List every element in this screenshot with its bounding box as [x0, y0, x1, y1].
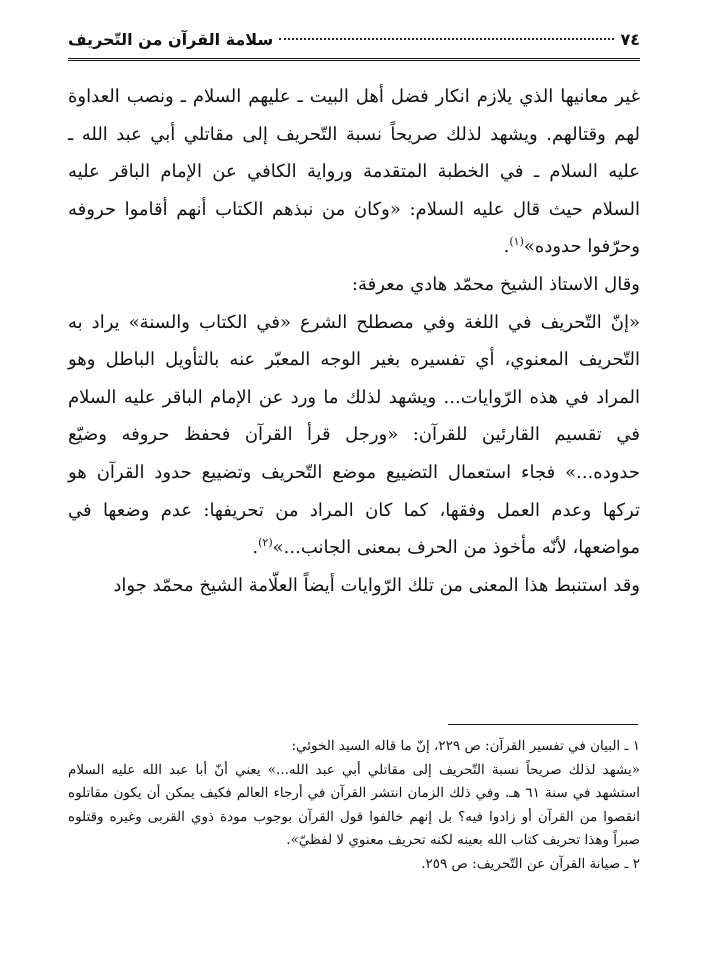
paragraph-1-end: . — [503, 236, 510, 258]
footnote-1-quote: «يشهد لذلك صريحاً نسبة التّحريف إلى مقاتلي أبي عبد الله...» يعني أنّ أبا عبد الله عليه السلام استشهد في سنة ٦١ هـ. وفي ذلك الزمان انتشر القرآن في أرجاء العالم فكيف يمكن أن يكون مقاتلوه انقصوا من القرآن أو زادوا فيه؟ بل إنهم خالفوا قول القرآن بوجوب مودة ذوي القربى وغيره وقتلوه صبراً وهذا تحريف كتاب الله بعينه لكنه تحريف معنوي لا لفظيّ». — [68, 761, 640, 848]
footnote-1: ١ ـ البيان في تفسير القرآن: ص ٢٢٩، إنّ ما قاله السيد الخوئي: — [291, 738, 640, 754]
footnote-2: ٢ ـ صيانة القرآن عن التّحريف: ص ٢٥٩. — [421, 855, 640, 872]
paragraph-1 — [68, 78, 640, 266]
main-text — [68, 78, 640, 604]
header-dot-leader — [279, 38, 614, 40]
paragraph-3 — [68, 304, 640, 567]
footnotes — [68, 735, 640, 876]
paragraph-3-text: «إنّ التّحريف في اللغة وفي مصطلح الشرع «في الكتاب والسنة» يراد به التّحريف المعنوي، أي تفسيره بغير الوجه المعبّر عنه بالتأويل الباطل وهو المراد في هذه الرّوايات... ويشهد لذلك ما ورد عن الإمام الباقر عليه السلام في تقسيم القارئين للقرآن: «ورجل قرأ القرآن فحفظ حروفه وضيّع حدوده...» فجاء استعمال التضييع موضع التّحريف وتضييع حدود القرآن هو تركها وعدم العمل وفقها، كما كان المراد من تحريفها: عدم وضعها في مواضعها، لأنّه مأخوذ من الحرف بمعنى الجانب...» — [68, 311, 640, 559]
paragraph-1-text: غير معانيها الذي يلازم انكار فضل أهل البيت ـ عليهم السلام ـ ونصب العداوة لهم وقتالهم. ويشهد لذلك صريحاً نسبة التّحريف إلى مقاتلي أبي عبد الله ـ عليه السلام ـ في الخطبة المتقدمة ورواية الكافي عن الإمام الباقر عليه السلام حيث قال عليه السلام: «وكان من نبذهم الكتاب أنهم أقاموا حروفه وحرّفوا حدوده» — [68, 86, 640, 258]
footnote-ref-1: (١) — [509, 235, 524, 249]
footnote-ref-2: (٢) — [258, 536, 273, 550]
paragraph-4: وقد استنبط هذا المعنى من تلك الرّوايات أيضاً العلّامة الشيخ محمّد جواد — [113, 574, 640, 596]
header-rule — [68, 58, 640, 61]
footnote-rule — [448, 724, 638, 725]
page-header — [68, 30, 640, 56]
paragraph-2: وقال الاستاذ الشيخ محمّد هادي معرفة: — [351, 273, 640, 295]
page-number: ٧٤ — [620, 30, 640, 49]
book-title: سلامة القرآن من التّحريف — [68, 30, 274, 49]
paragraph-3-end: . — [252, 537, 259, 559]
